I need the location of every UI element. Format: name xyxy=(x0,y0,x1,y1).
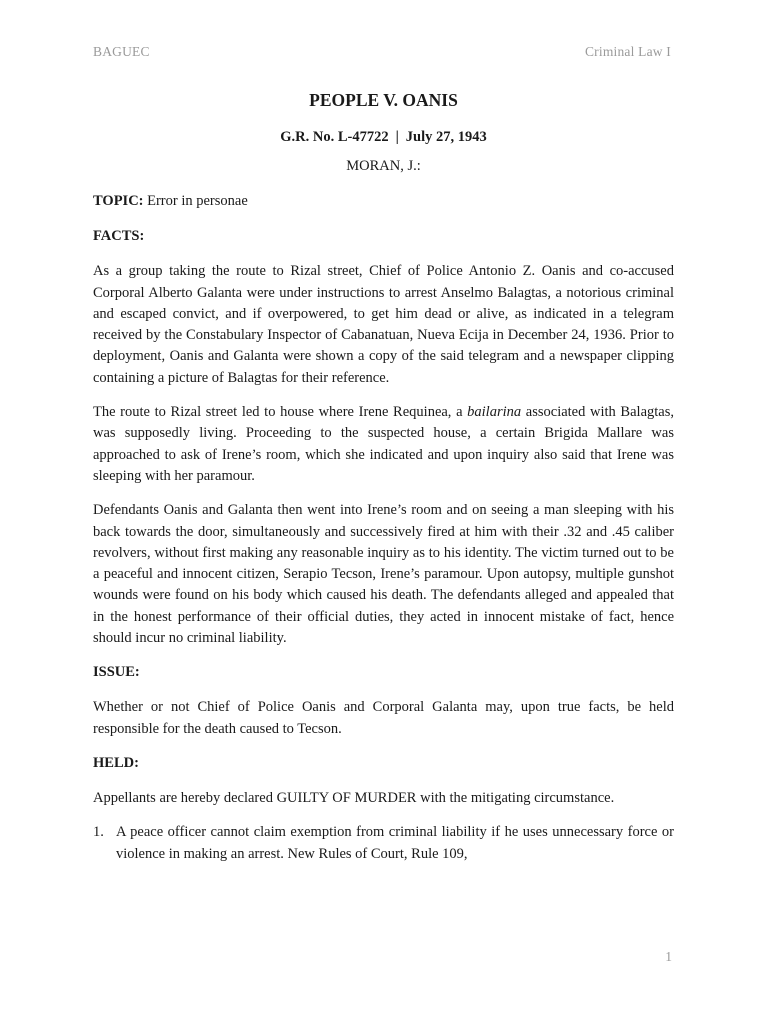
ponente: MORAN, J.: xyxy=(346,158,421,174)
facts-p2-italic: bailarina xyxy=(467,404,522,421)
facts-paragraph-2 xyxy=(93,402,674,487)
issue-text: Whether or not Chief of Police Oanis and Corporal Galanta may, upon true facts, be held responsible for the death caused to Tecson. xyxy=(93,699,674,737)
citation-separator: | xyxy=(395,129,399,145)
topic-label: TOPIC: xyxy=(93,193,144,209)
facts-p2-before: The route to Rizal street led to house where Irene Requinea, a xyxy=(93,404,468,421)
issue-heading: ISSUE: xyxy=(93,664,140,681)
case-date: July 27, 1943 xyxy=(405,129,487,145)
facts-p2-after: associated with Balagtas, was supposedly living. Proceeding to the suspected house, a certain Brigida Mallare was approached to ask of Irene’s room, which she indicated and upon inquiry also said that Irene was sleeping with her paramour. xyxy=(93,404,674,484)
held-item-text: A peace officer cannot claim exemption from criminal liability if he uses unnecessary force or violence in making an arrest. New Rules of Court, Rule 109, xyxy=(116,824,674,862)
facts-heading: FACTS: xyxy=(93,228,145,245)
facts-paragraph-1: As a group taking the route to Rizal street, Chief of Police Antonio Z. Oanis and co-accused Corporal Alberto Galanta were under instructions to arrest Anselmo Balagtas, a notorious criminal and escaped convict, and if overpowered, to get him dead or alive, as indicated in a telegram received by the Constabulary Inspector of Cabanatuan, Nueva Ecija in December 24, 1936. Prior to deployment, Oanis and Galanta were shown a copy of the said telegram and a newspaper clipping containing a picture of Balagtas for their reference. xyxy=(93,263,674,386)
held-heading: HELD: xyxy=(93,754,139,771)
held-list xyxy=(93,822,674,865)
header-left: BAGUEC xyxy=(93,44,150,59)
held-text: Appellants are hereby declared GUILTY OF MURDER with the mitigating circumstance. xyxy=(93,789,615,806)
topic-text: Error in personae xyxy=(147,193,248,209)
case-number: G.R. No. L-47722 xyxy=(280,129,389,145)
held-item-number: 1. xyxy=(93,824,104,841)
case-title: PEOPLE V. OANIS xyxy=(309,90,458,110)
header-right: Criminal Law I xyxy=(584,44,671,59)
facts-paragraph-3: Defendants Oanis and Galanta then went into Irene’s room and on seeing a man sleeping with his back towards the door, simultaneously and successively fired at him with their .32 and .45 caliber revolvers, without first making any reasonable inquiry as to his identity. The victim turned out to be a peaceful and innocent citizen, Serapio Tecson, Irene’s paramour. Upon autopsy, multiple gunshot wounds were found on his body which caused his death. The defendants alleged and appealed that in the honest performance of their official duties, they acted in innocent mistake of fact, hence should incur no criminal liability. xyxy=(93,502,674,647)
case-citation xyxy=(93,126,674,148)
topic-line xyxy=(93,191,674,212)
held-list-item xyxy=(93,822,674,865)
document-body xyxy=(93,87,674,865)
page-number: 1 xyxy=(665,949,672,964)
